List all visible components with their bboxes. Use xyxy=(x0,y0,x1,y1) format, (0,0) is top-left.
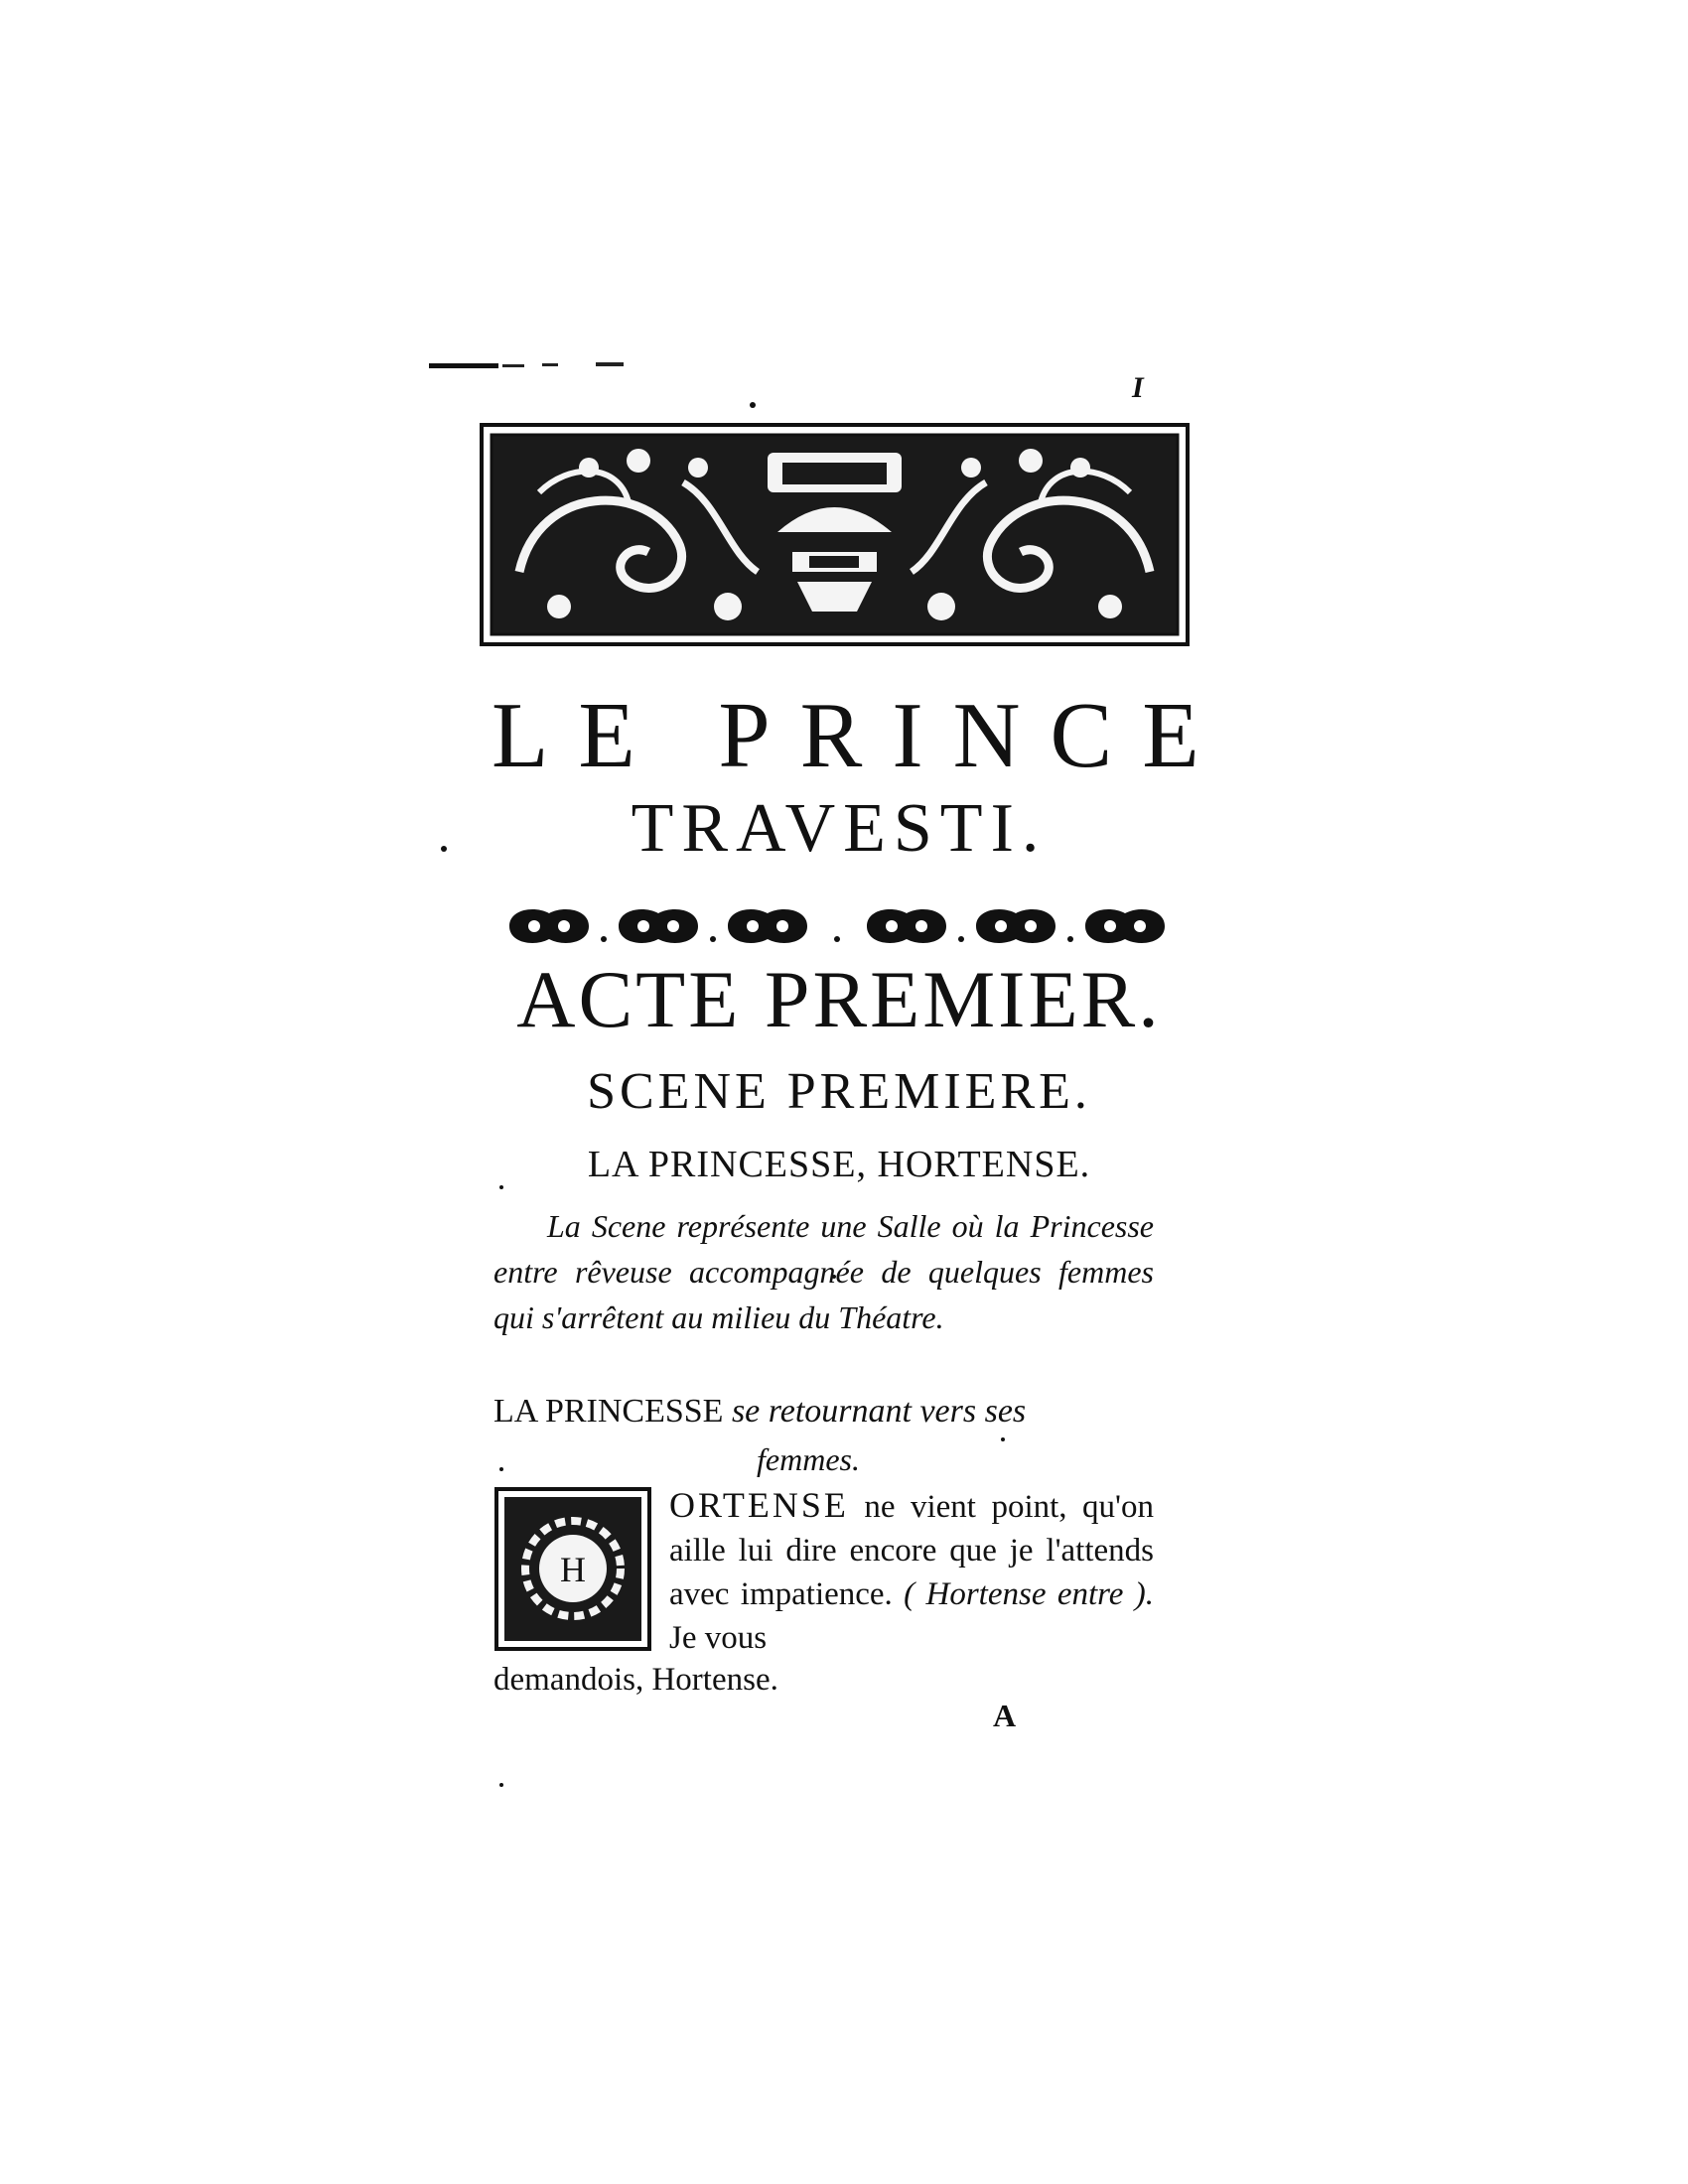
scene-heading: SCENE PREMIERE. xyxy=(587,1063,1091,1120)
fleuron-rule xyxy=(504,899,1170,953)
speaker-line xyxy=(493,1388,1164,1435)
headpiece-ornament xyxy=(480,423,1190,646)
speech-text-2: Je vous xyxy=(669,1620,768,1656)
signature-mark: A xyxy=(993,1698,1017,1733)
speech-text-1: ne vient point, qu'on aille lui dire encore que je l'attends avec impatience. xyxy=(669,1489,1154,1612)
dropcap-letter: H xyxy=(560,1550,586,1589)
stage-direction: La Scene représente une Salle où la Princesse entre rêveuse accompagnée de quelques femmes qui s'arrêtent au milieu du Théatre. xyxy=(493,1208,1154,1335)
act-heading: ACTE PREMIER. xyxy=(516,954,1162,1044)
speaker-name: LA PRINCESSE xyxy=(493,1393,724,1430)
characters-line: LA PRINCESSE, HORTENSE. xyxy=(587,1144,1091,1185)
speaker-direction-cont: femmes. xyxy=(757,1441,860,1477)
speech-first-word: ORTENSE xyxy=(669,1485,849,1525)
title-line-2: TRAVESTI. xyxy=(631,790,1048,867)
title-line-1: LE PRINCE xyxy=(492,684,1229,787)
speaker-direction: se retournant vers ses xyxy=(731,1393,1027,1430)
speech-paragraph xyxy=(669,1483,1154,1660)
speech-last-line: demandois, Hortense. xyxy=(493,1662,778,1698)
speech-direction: ( Hortense entre ). xyxy=(904,1576,1154,1612)
page-number: I xyxy=(1132,371,1144,404)
dropcap-ornament xyxy=(494,1487,651,1651)
